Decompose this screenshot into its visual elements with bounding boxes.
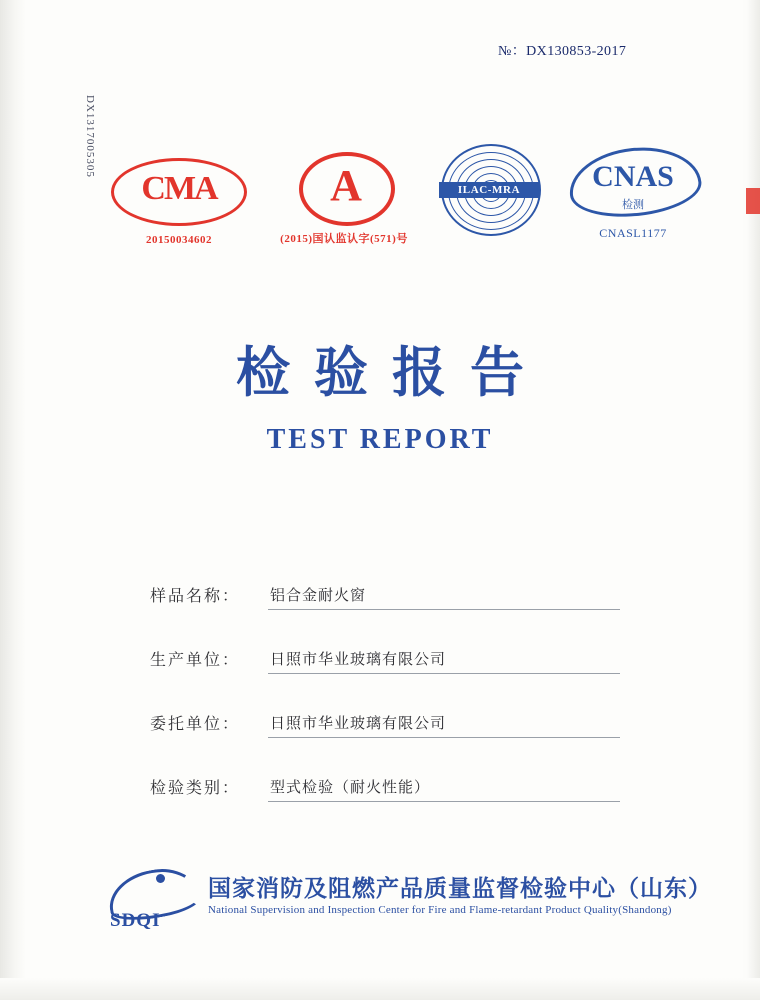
- cal-letter: A: [330, 161, 358, 210]
- serial-prefix: №：: [498, 44, 527, 59]
- certification-marks: [104, 140, 674, 280]
- field-value-inspection-type: 型式检验（耐火性能）: [270, 780, 431, 796]
- field-underline: [268, 801, 620, 802]
- cnas-subtext: 检测: [622, 199, 644, 211]
- field-row: [150, 767, 620, 831]
- ilac-mra-band: ILAC-MRA: [439, 182, 539, 198]
- cnas-caption: CNASL1177: [599, 226, 667, 240]
- field-label-manufacturer: 生产单位：: [150, 652, 241, 669]
- field-value-manufacturer: 日照市华业玻璃有限公司: [270, 652, 447, 668]
- cnas-mark: [548, 146, 718, 241]
- ilac-mra-mark: [424, 142, 554, 234]
- vertical-serial: DX1317005305: [84, 95, 96, 178]
- field-row: [150, 575, 620, 639]
- field-value-sample-name: 铝合金耐火窗: [270, 588, 367, 604]
- report-title-cn: 检验报告: [236, 343, 548, 403]
- field-value-client: 日照市华业玻璃有限公司: [270, 716, 447, 732]
- field-label-inspection-type: 检验类别：: [150, 780, 241, 797]
- red-edge-mark: [746, 188, 760, 214]
- report-fields: [150, 575, 620, 831]
- cma-letters: CMA: [141, 170, 217, 207]
- ilac-mra-circle-icon: [437, 142, 541, 234]
- field-row: [150, 639, 620, 703]
- scan-edge-left: [0, 0, 26, 1000]
- sdqi-dot-icon: [156, 874, 165, 883]
- organization-name-en: National Supervision and Inspection Center for Fire and Flame-retardant Product Quality(Shandong): [208, 904, 672, 916]
- cal-circle-icon: [291, 148, 397, 226]
- cma-caption: 20150034602: [146, 234, 212, 246]
- sdqi-logo-text: SDQI: [110, 910, 161, 931]
- cnas-swoosh-icon: [563, 146, 703, 224]
- field-label-sample-name: 样品名称：: [150, 588, 241, 605]
- issuing-organization: [104, 868, 712, 938]
- scan-edge-right: [742, 0, 760, 1000]
- sdqi-logo-icon: [104, 870, 200, 934]
- field-underline: [268, 609, 620, 610]
- cnas-letters: CNAS: [592, 160, 674, 193]
- cma-mark: [104, 158, 254, 246]
- report-title-en: TEST REPORT: [266, 424, 494, 455]
- field-underline: [268, 737, 620, 738]
- field-underline: [268, 673, 620, 674]
- organization-name-cn: 国家消防及阻燃产品质量监督检验中心（山东）: [208, 876, 712, 901]
- cal-mark: [264, 148, 424, 246]
- scan-edge-bottom: [0, 978, 760, 1000]
- field-label-client: 委托单位：: [150, 716, 241, 733]
- report-serial: [498, 40, 626, 60]
- serial-number: DX130853-2017: [526, 44, 627, 59]
- cma-oval-icon: [111, 158, 247, 226]
- cal-caption: (2015)国认监认字(571)号: [280, 233, 408, 245]
- field-row: [150, 703, 620, 767]
